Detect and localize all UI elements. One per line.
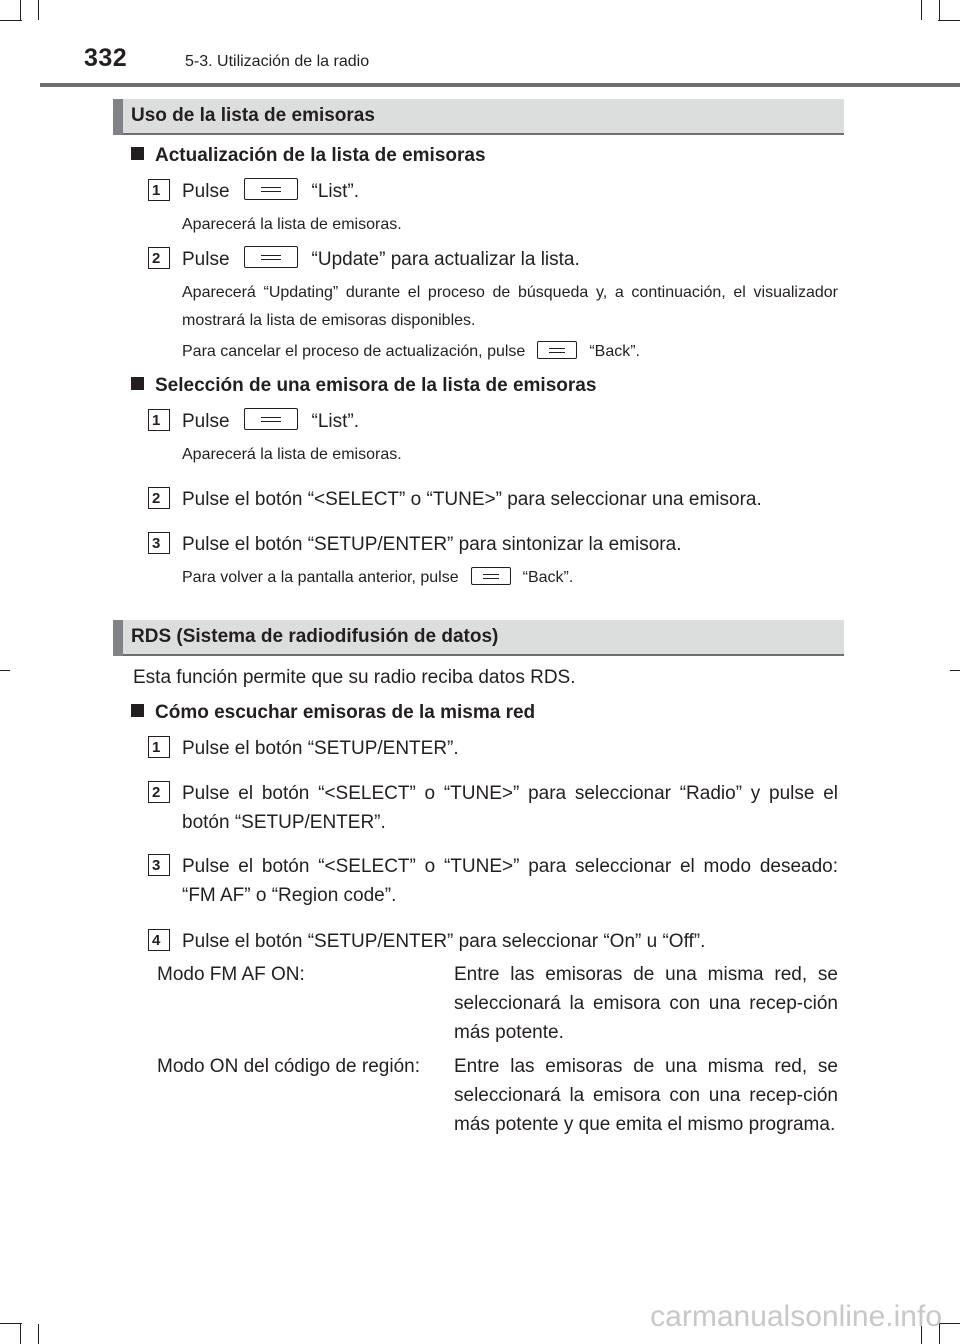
step-text: Pulse el botón “<SELECT” o “TUNE>” para seleccionar una emisora. [182,489,762,510]
header-rule [40,83,960,87]
screen-button-icon [244,178,298,200]
step-number: 2 [148,247,170,269]
square-bullet-icon [131,704,144,717]
step-number: 2 [148,781,170,803]
section-heading-title: RDS (Sistema de radiodifusión de datos) [131,626,499,647]
section-path: 5-3. Utilización de la radio [185,53,370,70]
mode-description: Entre las emisoras de una misma red, se seleccionará la emisora con una recep-ción más potente y que emita el mismo programa. [454,1056,838,1135]
step-text: Pulse [182,411,230,432]
crop-mark [20,1324,21,1344]
step-note [182,564,838,592]
mode-term: Modo ON del código de región: [157,1056,420,1077]
mode-term: Modo FM AF ON: [157,964,305,985]
step-text: Pulse el botón “<SELECT” o “TUNE>” para seleccionar el modo deseado: “FM AF” o “Region code”. [182,856,838,906]
square-bullet-icon [131,147,144,160]
crop-mark [0,20,22,21]
step-text: “Update” para actualizar la lista. [311,249,580,270]
mode-description: Entre las emisoras de una misma red, se seleccionará la emisora con una recep-ción más potente. [454,964,838,1043]
step-note: Aparecerá la lista de emisoras. [182,216,402,233]
step-text: Pulse [182,249,230,270]
step-text: Pulse [182,181,230,202]
crop-mark [921,0,922,20]
page-number: 332 [84,44,128,72]
step-note-text: Para cancelar el proceso de actualización, pulse [182,343,526,360]
subheading-text: Selección de una emisora de la lista de emisoras [155,375,597,396]
step-number: 3 [148,532,170,554]
watermark: carmanualsonline.info [650,1300,942,1333]
screen-button-icon [471,567,511,585]
crop-mark [20,0,21,20]
section-heading-title: Uso de la lista de emisoras [131,105,375,126]
crop-mark [0,670,10,671]
subheading-text: Actualización de la lista de emisoras [155,145,486,166]
crop-mark [950,670,960,671]
section-heading-bar [113,99,123,135]
step-note-text: “Back”. [589,343,640,360]
step-number: 3 [148,854,170,876]
crop-mark [939,0,940,20]
crop-mark [938,20,960,21]
step-text: “List”. [311,181,360,202]
section-heading-bar [113,620,123,656]
step-note-text: “Back”. [522,569,574,586]
intro-paragraph: Esta función permite que su radio reciba datos RDS. [133,667,576,688]
step-text: Pulse el botón “SETUP/ENTER”. [182,738,459,759]
square-bullet-icon [131,377,144,390]
step-text: “List”. [311,411,360,432]
section-heading-station-list [113,99,844,135]
subheading-text: Cómo escuchar emisoras de la misma red [155,702,536,723]
step-number: 4 [148,929,170,951]
step-note [182,338,838,366]
step-text: Pulse el botón “<SELECT” o “TUNE>” para seleccionar “Radio” y pulse el botón “SETUP/ENTER”. [182,783,838,833]
screen-button-icon [537,341,577,359]
screen-button-icon [244,246,298,268]
section-heading-rds [113,620,844,656]
subheading-select-station [131,375,596,397]
step-number: 1 [148,179,170,201]
subheading-update-list [131,145,486,167]
step-number: 2 [148,487,170,509]
step-number: 1 [148,409,170,431]
step-note: Aparecerá la lista de emisoras. [182,446,402,463]
step-text: Pulse el botón “SETUP/ENTER” para seleccionar “On” u “Off”. [182,931,706,952]
step-note-text: Para volver a la pantalla anterior, pulse [182,569,459,586]
step-number: 1 [148,736,170,758]
step-note: Aparecerá “Updating” durante el proceso de búsqueda y, a continuación, el visualizador mostrará la lista de emisoras disponibles. [182,284,838,329]
subheading-same-network [131,702,535,724]
step-text: Pulse el botón “SETUP/ENTER” para sintonizar la emisora. [182,534,682,555]
crop-mark [38,0,39,20]
crop-mark [0,1323,22,1324]
crop-mark [38,1324,39,1344]
screen-button-icon [244,408,298,430]
